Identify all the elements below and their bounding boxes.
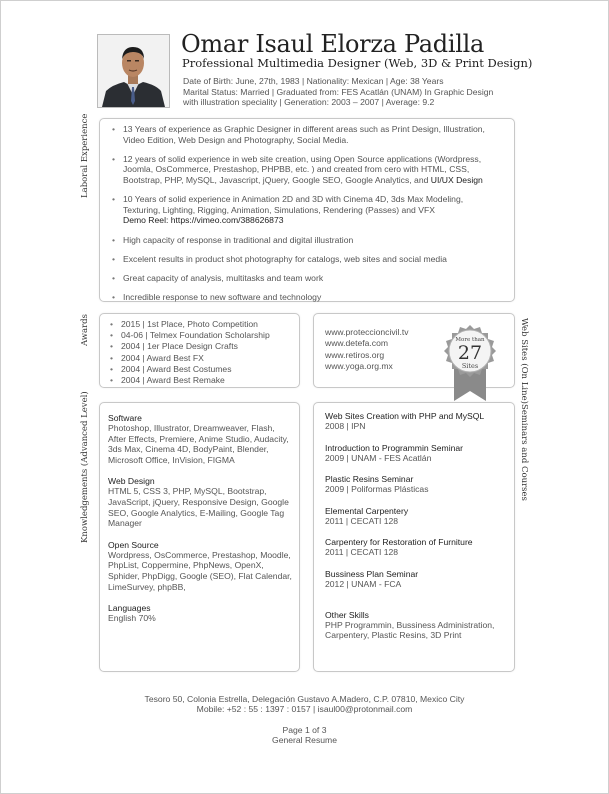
- section-label-laboral: Laboral Experience: [80, 113, 90, 198]
- section-title: Open Source: [108, 539, 159, 550]
- sites-count-badge: [442, 323, 498, 401]
- person-name: Omar Isaul Elorza Padilla: [181, 30, 484, 58]
- section-body: HTML 5, CSS 3, PHP, MySQL, Bootstrap, JavaScript, jQuery, Responsive Design, Google SEO, Google Analytics, E-Mailing, Google Tag Manager: [108, 486, 289, 529]
- list-item: • 04-06 | Telmex Foundation Scholarship: [110, 330, 270, 341]
- list-item: • 2004 | Award Best FX: [110, 353, 270, 364]
- info-line: Marital Status: Married | Graduated from: FES Acatlán (UNAM) In Graphic Design: [183, 86, 494, 97]
- course-title: Plastic Resins Seminar: [325, 474, 414, 485]
- section-label-awards: Awards: [80, 314, 90, 346]
- section-body: Wordpress, OsCommerce, Prestashop, Moodle, PhpList, Coppermine, PhpNews, OpenX, Sphider, PhpDigg, Google (SEO), Flat Calendar, LimeSurvey, phpBB,: [108, 549, 292, 592]
- list-item: • Great capacity of analysis, multitasks and team work: [112, 273, 502, 284]
- knowledge-list: [108, 413, 293, 624]
- demo-reel-link[interactable]: Demo Reel: https://vimeo.com/388626873: [123, 215, 284, 226]
- info-line: with illustration speciality | Generation: 2003 – 2007 | Average: 9.2: [183, 97, 435, 107]
- section-body: English 70%: [108, 613, 156, 624]
- websites-list: [325, 327, 409, 373]
- course-title: Introduction to Programmin Seminar: [325, 442, 464, 453]
- course-detail: PHP Programmin, Bussiness Administration, Carpentery, Plastic Resins, 3D Print: [325, 619, 495, 641]
- website-link[interactable]: www.proteccioncivil.tv: [325, 327, 409, 337]
- course-title: Elemental Carpentery: [325, 505, 409, 516]
- uiux-highlight: UI/UX Design: [428, 174, 483, 185]
- section-label-websites: Web Sites (On Line): [519, 318, 529, 404]
- badge-top-text: More than: [455, 337, 485, 343]
- list-item: • 2004 | 1er Place Design Crafts: [110, 341, 270, 352]
- document-title: General Resume: [272, 735, 337, 745]
- course-detail: 2012 | UNAM - FCA: [325, 578, 402, 589]
- course-detail: 2009 | Poliformas Plásticas: [325, 484, 429, 495]
- experience-list: [112, 124, 502, 311]
- course-detail: 2011 | CECATI 128: [325, 515, 399, 526]
- badge-bottom-text: Sites: [461, 362, 479, 370]
- seminars-list: [325, 411, 510, 641]
- course-detail: 2009 | UNAM - FES Acatlán: [325, 452, 432, 463]
- section-title: Software: [108, 413, 142, 423]
- website-link[interactable]: www.yoga.org.mx: [325, 361, 393, 372]
- course-title: Web Sites Creation with PHP and MySQL: [325, 411, 485, 421]
- awards-list: [110, 319, 270, 386]
- footer-contact: Mobile: +52 : 55 : 1397 : 0157 | isaul00@protonmail.com: [196, 704, 413, 714]
- list-item: • 2015 | 1st Place, Photo Competition: [110, 319, 270, 330]
- list-item: • 13 Years of experience as Graphic Designer in different areas such as Print Design, Illustration, Video Edition, Web Design and Photography, Social Media.: [112, 124, 502, 145]
- list-item: • 12 years of solid experience in web site creation, using Open Source applications (Wordpress, Joomla, OsCommerce, Prestashop, PHPBB, etc. ) and created from cero with HTML, CSS, Bootstrap, PHP, MySQL, Javascript, jQuery, Google SEO, Google Analytics, and UI/UX Design: [112, 154, 502, 186]
- website-link[interactable]: www.retiros.org: [325, 349, 385, 360]
- section-label-knowledgements: Knowledgements (Advanced Level): [80, 391, 90, 543]
- page-number: Page 1 of 3: [282, 725, 327, 735]
- personal-info: [183, 76, 513, 108]
- course-detail: 2008 | IPN: [325, 421, 366, 431]
- info-line: Date of Birth: June, 27th, 1983 | Nationality: Mexican | Age: 38 Years: [183, 76, 444, 86]
- section-body: Photoshop, Illustrator, Dreamweaver, Flash, After Effects, Premiere, Anime Studio, Audacity, 3ds Max, Cinema 4D, BodyPaint, Blender, Microsoft Office, InVision, FIGMA: [108, 423, 289, 465]
- job-title: Professional Multimedia Designer (Web, 3D & Print Design): [182, 56, 533, 70]
- list-item: • 2004 | Award Best Remake: [110, 375, 270, 386]
- course-title: Other Skills: [325, 609, 369, 620]
- list-item: • 10 Years of solid experience in Animation 2D and 3D with Cinema 4D, 3ds Max Modeling, Texturing, Lighting, Rigging, Animation, Simulations, Rendering (Passes) and VFX Demo Reel: https://vimeo.com/388626873: [112, 194, 502, 226]
- list-item: • Excelent results in product shot photography for catalogs, web sites and social media: [112, 254, 502, 265]
- website-link[interactable]: www.detefa.com: [325, 338, 389, 349]
- profile-photo: [97, 34, 170, 108]
- footer-address: Tesoro 50, Colonia Estrella, Delegación Gustavo A.Madero, C.P. 07810, Mexico City: [144, 694, 465, 704]
- list-item: • 2004 | Award Best Costumes: [110, 364, 270, 375]
- course-detail: 2011 | CECATI 128: [325, 547, 399, 558]
- list-item: • High capacity of response in traditional and digital illustration: [112, 235, 502, 246]
- course-title: Carpentery for Restoration of Furniture: [325, 537, 473, 548]
- section-title: Languages: [108, 603, 151, 614]
- course-title: Bussiness Plan Seminar: [325, 568, 419, 579]
- section-label-seminars: Seminars and Courses: [519, 404, 529, 501]
- section-title: Web Design: [108, 476, 155, 487]
- badge-number: 27: [457, 342, 483, 364]
- list-item: • Incredible response to new software and technology: [112, 292, 502, 303]
